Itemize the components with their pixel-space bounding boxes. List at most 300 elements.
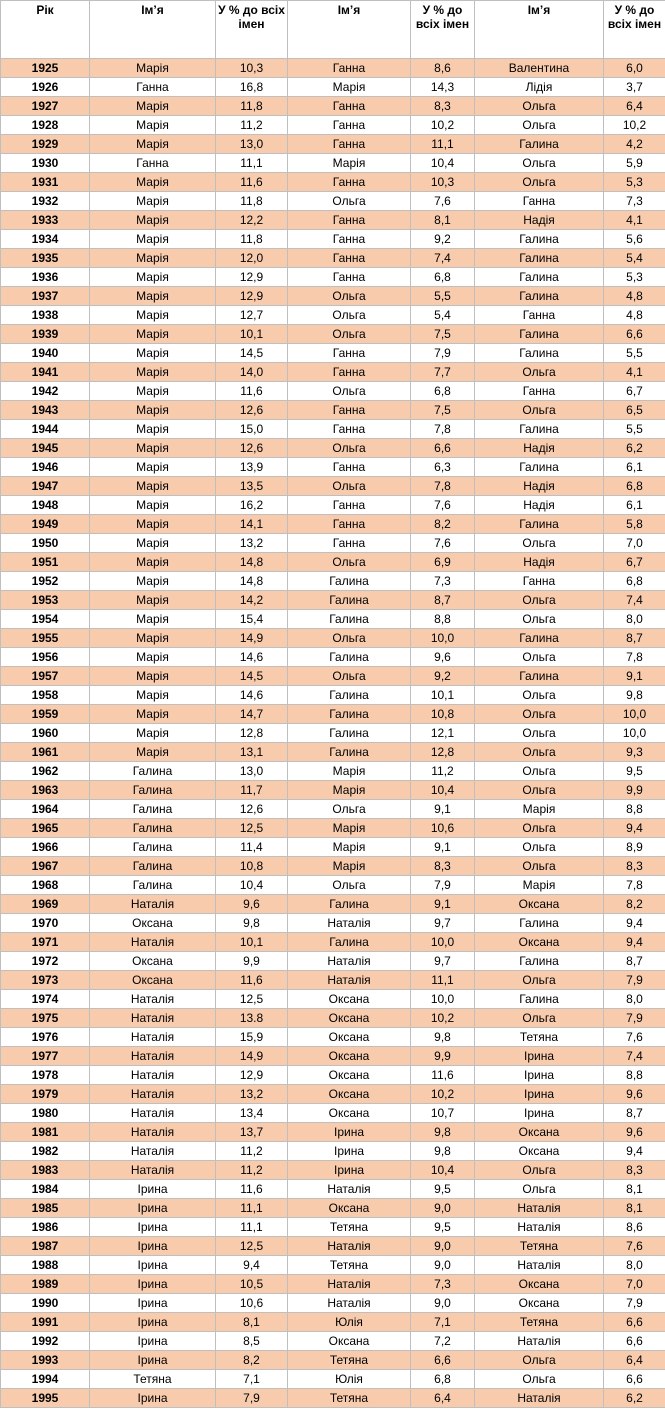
name-2-cell: Ольга xyxy=(288,439,411,458)
year-cell: 1950 xyxy=(1,534,90,553)
percent-1-cell: 10,1 xyxy=(216,933,288,952)
name-1-cell: Наталія xyxy=(90,1123,216,1142)
percent-2-cell: 6,8 xyxy=(411,268,475,287)
name-1-cell: Марія xyxy=(90,287,216,306)
name-2-cell: Ганна xyxy=(288,116,411,135)
percent-3-cell: 9,5 xyxy=(604,762,665,781)
percent-1-cell: 14,5 xyxy=(216,344,288,363)
percent-2-cell: 14,3 xyxy=(411,78,475,97)
table-row xyxy=(1,1237,665,1256)
name-1-cell: Марія xyxy=(90,572,216,591)
name-2-cell: Галина xyxy=(288,705,411,724)
percent-2-cell: 7,7 xyxy=(411,363,475,382)
name-2-cell: Галина xyxy=(288,610,411,629)
percent-3-cell: 9,4 xyxy=(604,914,665,933)
name-1-cell: Ірина xyxy=(90,1237,216,1256)
percent-2-cell: 10,4 xyxy=(411,1161,475,1180)
year-cell: 1968 xyxy=(1,876,90,895)
name-1-cell: Ірина xyxy=(90,1275,216,1294)
name-1-cell: Марія xyxy=(90,610,216,629)
name-1-cell: Марія xyxy=(90,344,216,363)
name-1-cell: Ірина xyxy=(90,1332,216,1351)
percent-2-cell: 7,4 xyxy=(411,249,475,268)
table-row xyxy=(1,1351,665,1370)
name-2-cell: Оксана xyxy=(288,1047,411,1066)
percent-2-cell: 10,7 xyxy=(411,1104,475,1123)
name-3-cell: Галина xyxy=(475,230,604,249)
name-3-cell: Ольга xyxy=(475,724,604,743)
percent-3-cell: 9,6 xyxy=(604,1085,665,1104)
name-2-cell: Марія xyxy=(288,781,411,800)
percent-3-cell: 4,1 xyxy=(604,211,665,230)
percent-3-cell: 5,3 xyxy=(604,268,665,287)
name-2-cell: Ганна xyxy=(288,458,411,477)
header-name-2: Ім’я xyxy=(288,1,411,59)
table-row xyxy=(1,1332,665,1351)
name-3-cell: Ганна xyxy=(475,572,604,591)
name-3-cell: Ольга xyxy=(475,1370,604,1389)
year-cell: 1965 xyxy=(1,819,90,838)
percent-1-cell: 13,1 xyxy=(216,743,288,762)
name-1-cell: Марія xyxy=(90,401,216,420)
percent-2-cell: 8,3 xyxy=(411,97,475,116)
table-row xyxy=(1,800,665,819)
year-cell: 1940 xyxy=(1,344,90,363)
name-2-cell: Галина xyxy=(288,648,411,667)
percent-3-cell: 8,2 xyxy=(604,895,665,914)
name-1-cell: Марія xyxy=(90,553,216,572)
name-2-cell: Юлія xyxy=(288,1370,411,1389)
name-1-cell: Ірина xyxy=(90,1351,216,1370)
percent-1-cell: 14,6 xyxy=(216,686,288,705)
name-3-cell: Ольга xyxy=(475,1009,604,1028)
name-2-cell: Галина xyxy=(288,743,411,762)
percent-1-cell: 11,2 xyxy=(216,1161,288,1180)
percent-3-cell: 6,4 xyxy=(604,1351,665,1370)
name-2-cell: Ірина xyxy=(288,1161,411,1180)
table-row xyxy=(1,1066,665,1085)
percent-2-cell: 10,4 xyxy=(411,781,475,800)
name-1-cell: Марія xyxy=(90,268,216,287)
percent-3-cell: 9,9 xyxy=(604,781,665,800)
percent-1-cell: 9,9 xyxy=(216,952,288,971)
percent-1-cell: 12,6 xyxy=(216,800,288,819)
table-row xyxy=(1,705,665,724)
year-cell: 1932 xyxy=(1,192,90,211)
percent-2-cell: 9,9 xyxy=(411,1047,475,1066)
name-3-cell: Ганна xyxy=(475,306,604,325)
percent-3-cell: 6,7 xyxy=(604,382,665,401)
table-row xyxy=(1,230,665,249)
percent-1-cell: 15,9 xyxy=(216,1028,288,1047)
percent-2-cell: 8,6 xyxy=(411,59,475,78)
name-1-cell: Марія xyxy=(90,59,216,78)
percent-1-cell: 11,6 xyxy=(216,173,288,192)
year-cell: 1947 xyxy=(1,477,90,496)
percent-2-cell: 10,0 xyxy=(411,990,475,1009)
percent-3-cell: 9,4 xyxy=(604,1142,665,1161)
name-3-cell: Ганна xyxy=(475,382,604,401)
percent-3-cell: 4,2 xyxy=(604,135,665,154)
name-3-cell: Галина xyxy=(475,990,604,1009)
percent-2-cell: 9,1 xyxy=(411,838,475,857)
name-3-cell: Ольга xyxy=(475,173,604,192)
percent-1-cell: 13,0 xyxy=(216,135,288,154)
year-cell: 1970 xyxy=(1,914,90,933)
name-1-cell: Наталія xyxy=(90,1161,216,1180)
year-cell: 1992 xyxy=(1,1332,90,1351)
percent-2-cell: 5,4 xyxy=(411,306,475,325)
percent-3-cell: 9,4 xyxy=(604,933,665,952)
name-1-cell: Оксана xyxy=(90,971,216,990)
name-2-cell: Тетяна xyxy=(288,1256,411,1275)
name-1-cell: Марія xyxy=(90,306,216,325)
table-row xyxy=(1,990,665,1009)
name-1-cell: Марія xyxy=(90,591,216,610)
name-3-cell: Ольга xyxy=(475,97,604,116)
percent-2-cell: 8,2 xyxy=(411,515,475,534)
percent-1-cell: 9,6 xyxy=(216,895,288,914)
name-3-cell: Ольга xyxy=(475,838,604,857)
percent-2-cell: 9,7 xyxy=(411,952,475,971)
name-3-cell: Ольга xyxy=(475,610,604,629)
percent-1-cell: 12,5 xyxy=(216,990,288,1009)
percent-3-cell: 8,3 xyxy=(604,857,665,876)
year-cell: 1995 xyxy=(1,1389,90,1408)
year-cell: 1967 xyxy=(1,857,90,876)
name-3-cell: Ольга xyxy=(475,857,604,876)
table-row xyxy=(1,914,665,933)
name-2-cell: Наталія xyxy=(288,971,411,990)
name-3-cell: Ольга xyxy=(475,762,604,781)
name-1-cell: Наталія xyxy=(90,1142,216,1161)
table-row xyxy=(1,838,665,857)
percent-2-cell: 10,4 xyxy=(411,154,475,173)
table-row xyxy=(1,59,665,78)
name-1-cell: Ірина xyxy=(90,1389,216,1408)
name-3-cell: Галина xyxy=(475,667,604,686)
year-cell: 1937 xyxy=(1,287,90,306)
percent-3-cell: 7,6 xyxy=(604,1237,665,1256)
percent-3-cell: 6,8 xyxy=(604,477,665,496)
percent-3-cell: 4,1 xyxy=(604,363,665,382)
percent-2-cell: 11,6 xyxy=(411,1066,475,1085)
name-1-cell: Оксана xyxy=(90,914,216,933)
name-2-cell: Марія xyxy=(288,857,411,876)
percent-3-cell: 10,0 xyxy=(604,724,665,743)
name-2-cell: Ганна xyxy=(288,97,411,116)
name-1-cell: Марія xyxy=(90,173,216,192)
name-1-cell: Марія xyxy=(90,477,216,496)
name-3-cell: Наталія xyxy=(475,1199,604,1218)
table-row xyxy=(1,401,665,420)
year-cell: 1942 xyxy=(1,382,90,401)
percent-3-cell: 8,1 xyxy=(604,1199,665,1218)
year-cell: 1972 xyxy=(1,952,90,971)
percent-3-cell: 4,8 xyxy=(604,306,665,325)
name-2-cell: Ольга xyxy=(288,667,411,686)
table-row xyxy=(1,895,665,914)
name-2-cell: Ольга xyxy=(288,306,411,325)
year-cell: 1984 xyxy=(1,1180,90,1199)
table-row xyxy=(1,173,665,192)
name-3-cell: Оксана xyxy=(475,1294,604,1313)
percent-1-cell: 12,9 xyxy=(216,268,288,287)
percent-2-cell: 9,0 xyxy=(411,1199,475,1218)
name-3-cell: Тетяна xyxy=(475,1313,604,1332)
percent-1-cell: 13.8 xyxy=(216,1009,288,1028)
year-cell: 1957 xyxy=(1,667,90,686)
percent-3-cell: 8,7 xyxy=(604,629,665,648)
table-row xyxy=(1,477,665,496)
header-name-3: Ім’я xyxy=(475,1,604,59)
name-2-cell: Марія xyxy=(288,154,411,173)
year-cell: 1943 xyxy=(1,401,90,420)
percent-3-cell: 7,8 xyxy=(604,876,665,895)
year-cell: 1960 xyxy=(1,724,90,743)
name-3-cell: Оксана xyxy=(475,933,604,952)
percent-1-cell: 10,5 xyxy=(216,1275,288,1294)
name-3-cell: Галина xyxy=(475,420,604,439)
percent-1-cell: 9,8 xyxy=(216,914,288,933)
year-cell: 1944 xyxy=(1,420,90,439)
table-row xyxy=(1,1294,665,1313)
name-2-cell: Ганна xyxy=(288,249,411,268)
percent-1-cell: 14,0 xyxy=(216,363,288,382)
name-3-cell: Валентина xyxy=(475,59,604,78)
percent-2-cell: 6,9 xyxy=(411,553,475,572)
percent-2-cell: 10,8 xyxy=(411,705,475,724)
percent-2-cell: 6,4 xyxy=(411,1389,475,1408)
name-3-cell: Ганна xyxy=(475,192,604,211)
name-2-cell: Ольга xyxy=(288,876,411,895)
year-cell: 1987 xyxy=(1,1237,90,1256)
name-1-cell: Галина xyxy=(90,838,216,857)
percent-2-cell: 7,9 xyxy=(411,876,475,895)
table-row xyxy=(1,116,665,135)
percent-3-cell: 7,0 xyxy=(604,1275,665,1294)
percent-1-cell: 10,1 xyxy=(216,325,288,344)
table-row xyxy=(1,344,665,363)
name-3-cell: Надія xyxy=(475,211,604,230)
name-2-cell: Наталія xyxy=(288,1237,411,1256)
name-1-cell: Наталія xyxy=(90,1066,216,1085)
percent-1-cell: 7,1 xyxy=(216,1370,288,1389)
year-cell: 1986 xyxy=(1,1218,90,1237)
table-row xyxy=(1,743,665,762)
percent-1-cell: 11,1 xyxy=(216,154,288,173)
name-1-cell: Марія xyxy=(90,249,216,268)
name-2-cell: Ольга xyxy=(288,477,411,496)
percent-3-cell: 6,4 xyxy=(604,97,665,116)
name-3-cell: Галина xyxy=(475,629,604,648)
year-cell: 1973 xyxy=(1,971,90,990)
name-2-cell: Тетяна xyxy=(288,1389,411,1408)
percent-3-cell: 4,8 xyxy=(604,287,665,306)
table-row xyxy=(1,648,665,667)
name-3-cell: Ольга xyxy=(475,705,604,724)
percent-3-cell: 8,0 xyxy=(604,610,665,629)
name-1-cell: Марія xyxy=(90,420,216,439)
name-2-cell: Оксана xyxy=(288,1066,411,1085)
year-cell: 1982 xyxy=(1,1142,90,1161)
name-2-cell: Наталія xyxy=(288,1180,411,1199)
name-1-cell: Марія xyxy=(90,135,216,154)
percent-2-cell: 10,6 xyxy=(411,819,475,838)
percent-2-cell: 9,0 xyxy=(411,1237,475,1256)
name-3-cell: Ольга xyxy=(475,363,604,382)
name-2-cell: Ольга xyxy=(288,553,411,572)
name-3-cell: Ірина xyxy=(475,1104,604,1123)
percent-2-cell: 6,3 xyxy=(411,458,475,477)
table-row xyxy=(1,420,665,439)
table-row xyxy=(1,1104,665,1123)
percent-3-cell: 6,8 xyxy=(604,572,665,591)
percent-3-cell: 5,9 xyxy=(604,154,665,173)
table-row xyxy=(1,496,665,515)
name-3-cell: Ольга xyxy=(475,819,604,838)
table-row xyxy=(1,610,665,629)
name-2-cell: Ольга xyxy=(288,192,411,211)
name-2-cell: Ольга xyxy=(288,800,411,819)
name-1-cell: Наталія xyxy=(90,1104,216,1123)
table-row xyxy=(1,1180,665,1199)
table-row xyxy=(1,933,665,952)
name-1-cell: Ірина xyxy=(90,1256,216,1275)
table-row xyxy=(1,382,665,401)
table-row xyxy=(1,876,665,895)
percent-2-cell: 7,6 xyxy=(411,534,475,553)
table-row xyxy=(1,1389,665,1408)
percent-1-cell: 11,1 xyxy=(216,1218,288,1237)
percent-1-cell: 9,4 xyxy=(216,1256,288,1275)
table-row xyxy=(1,268,665,287)
year-cell: 1974 xyxy=(1,990,90,1009)
name-3-cell: Оксана xyxy=(475,1123,604,1142)
name-2-cell: Галина xyxy=(288,724,411,743)
year-cell: 1929 xyxy=(1,135,90,154)
name-2-cell: Ганна xyxy=(288,534,411,553)
percent-1-cell: 14,5 xyxy=(216,667,288,686)
percent-1-cell: 13,4 xyxy=(216,1104,288,1123)
name-1-cell: Марія xyxy=(90,724,216,743)
name-2-cell: Тетяна xyxy=(288,1351,411,1370)
year-cell: 1988 xyxy=(1,1256,90,1275)
percent-2-cell: 7,5 xyxy=(411,325,475,344)
percent-3-cell: 6,5 xyxy=(604,401,665,420)
table-row xyxy=(1,1370,665,1389)
percent-3-cell: 8,9 xyxy=(604,838,665,857)
year-cell: 1951 xyxy=(1,553,90,572)
name-2-cell: Ганна xyxy=(288,401,411,420)
year-cell: 1958 xyxy=(1,686,90,705)
name-3-cell: Надія xyxy=(475,477,604,496)
name-3-cell: Надія xyxy=(475,496,604,515)
percent-2-cell: 8,3 xyxy=(411,857,475,876)
year-cell: 1954 xyxy=(1,610,90,629)
percent-2-cell: 10,0 xyxy=(411,933,475,952)
percent-3-cell: 6,1 xyxy=(604,496,665,515)
percent-3-cell: 7,8 xyxy=(604,648,665,667)
name-1-cell: Наталія xyxy=(90,1009,216,1028)
percent-3-cell: 8,3 xyxy=(604,1161,665,1180)
name-1-cell: Марія xyxy=(90,743,216,762)
percent-2-cell: 11,1 xyxy=(411,135,475,154)
year-cell: 1963 xyxy=(1,781,90,800)
percent-3-cell: 8,0 xyxy=(604,990,665,1009)
year-cell: 1927 xyxy=(1,97,90,116)
name-3-cell: Ірина xyxy=(475,1066,604,1085)
percent-1-cell: 13,2 xyxy=(216,1085,288,1104)
name-2-cell: Оксана xyxy=(288,1028,411,1047)
name-1-cell: Наталія xyxy=(90,933,216,952)
percent-1-cell: 11,8 xyxy=(216,230,288,249)
percent-3-cell: 6,6 xyxy=(604,325,665,344)
percent-3-cell: 7,3 xyxy=(604,192,665,211)
name-2-cell: Ольга xyxy=(288,325,411,344)
year-cell: 1946 xyxy=(1,458,90,477)
name-1-cell: Марія xyxy=(90,648,216,667)
year-cell: 1955 xyxy=(1,629,90,648)
percent-1-cell: 11,6 xyxy=(216,1180,288,1199)
name-2-cell: Ганна xyxy=(288,230,411,249)
name-1-cell: Марія xyxy=(90,97,216,116)
year-cell: 1935 xyxy=(1,249,90,268)
percent-1-cell: 12,9 xyxy=(216,287,288,306)
percent-3-cell: 10,0 xyxy=(604,705,665,724)
percent-2-cell: 9,5 xyxy=(411,1218,475,1237)
percent-3-cell: 5,4 xyxy=(604,249,665,268)
name-1-cell: Наталія xyxy=(90,1028,216,1047)
name-2-cell: Наталія xyxy=(288,914,411,933)
name-2-cell: Юлія xyxy=(288,1313,411,1332)
percent-3-cell: 8,6 xyxy=(604,1218,665,1237)
name-1-cell: Галина xyxy=(90,762,216,781)
year-cell: 1980 xyxy=(1,1104,90,1123)
name-3-cell: Галина xyxy=(475,952,604,971)
table-row xyxy=(1,534,665,553)
percent-2-cell: 9,2 xyxy=(411,230,475,249)
year-cell: 1983 xyxy=(1,1161,90,1180)
table-row xyxy=(1,952,665,971)
name-2-cell: Ганна xyxy=(288,211,411,230)
percent-1-cell: 11,2 xyxy=(216,116,288,135)
name-3-cell: Оксана xyxy=(475,1275,604,1294)
table-row xyxy=(1,515,665,534)
name-2-cell: Марія xyxy=(288,838,411,857)
percent-1-cell: 10,4 xyxy=(216,876,288,895)
percent-2-cell: 9,5 xyxy=(411,1180,475,1199)
percent-2-cell: 10,0 xyxy=(411,629,475,648)
percent-1-cell: 14,1 xyxy=(216,515,288,534)
header-name-1: Ім’я xyxy=(90,1,216,59)
name-2-cell: Ганна xyxy=(288,420,411,439)
percent-3-cell: 7,0 xyxy=(604,534,665,553)
percent-3-cell: 8,0 xyxy=(604,1256,665,1275)
percent-2-cell: 7,8 xyxy=(411,420,475,439)
percent-1-cell: 8,5 xyxy=(216,1332,288,1351)
name-2-cell: Ганна xyxy=(288,363,411,382)
name-3-cell: Галина xyxy=(475,249,604,268)
name-1-cell: Наталія xyxy=(90,990,216,1009)
table-body xyxy=(1,59,665,1408)
name-3-cell: Ольга xyxy=(475,743,604,762)
header-row xyxy=(1,1,665,59)
percent-1-cell: 11,7 xyxy=(216,781,288,800)
percent-1-cell: 14,7 xyxy=(216,705,288,724)
percent-3-cell: 6,6 xyxy=(604,1332,665,1351)
year-cell: 1959 xyxy=(1,705,90,724)
